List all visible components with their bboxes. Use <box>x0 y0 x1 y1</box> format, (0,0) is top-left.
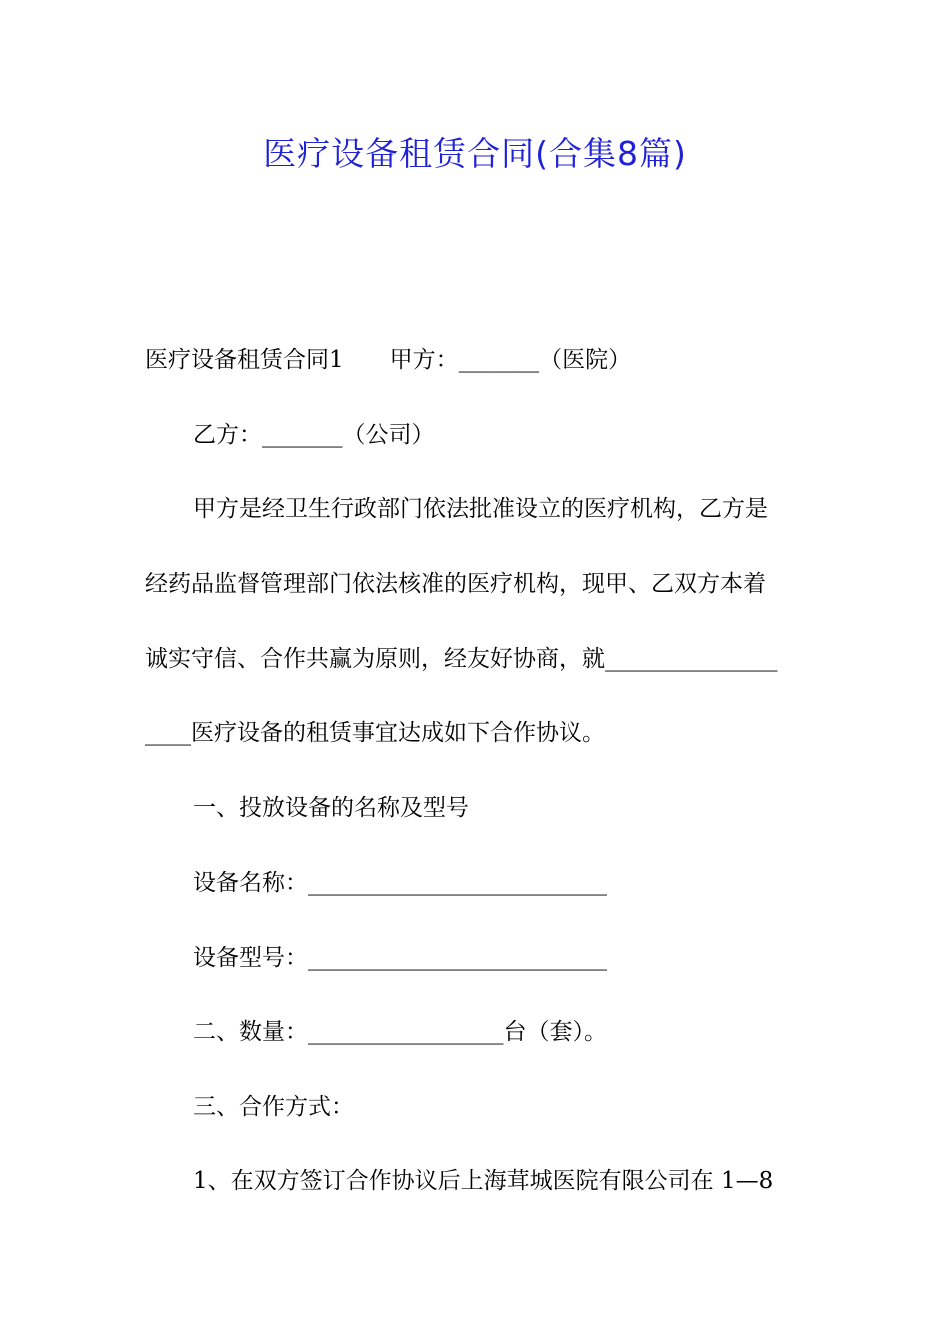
paragraph-line: 甲方是经卫生行政部门依法批准设立的医疗机构，乙方是 <box>193 496 768 522</box>
paragraph-line: 诚实守信、合作共赢为原则，经友好协商，就_______________ <box>145 646 778 672</box>
party-b-field: 乙方：_______（公司） <box>193 422 435 448</box>
section-heading: 三、合作方式： <box>193 1094 354 1120</box>
paragraph-line: 经药品监督管理部门依法核准的医疗机构，现甲、乙双方本着 <box>145 571 766 597</box>
paragraph-line: 1、在双方签订合作协议后上海茸城医院有限公司在 1—8 <box>193 1168 774 1194</box>
contract-heading-line <box>145 345 631 375</box>
equipment-name-field: 设备名称：__________________________ <box>193 870 607 896</box>
party-a-field: 甲方：_______（医院） <box>389 347 632 373</box>
document-title: 医疗设备租赁合同(合集8篇) <box>263 134 687 173</box>
contract-heading: 医疗设备租赁合同1 <box>145 347 344 373</box>
section-heading: 一、投放设备的名称及型号 <box>193 795 469 821</box>
quantity-field: 二、数量：_________________台（套）。 <box>193 1019 607 1045</box>
equipment-model-field: 设备型号：__________________________ <box>193 945 607 971</box>
paragraph-line: ____医疗设备的租赁事宜达成如下合作协议。 <box>145 720 605 746</box>
